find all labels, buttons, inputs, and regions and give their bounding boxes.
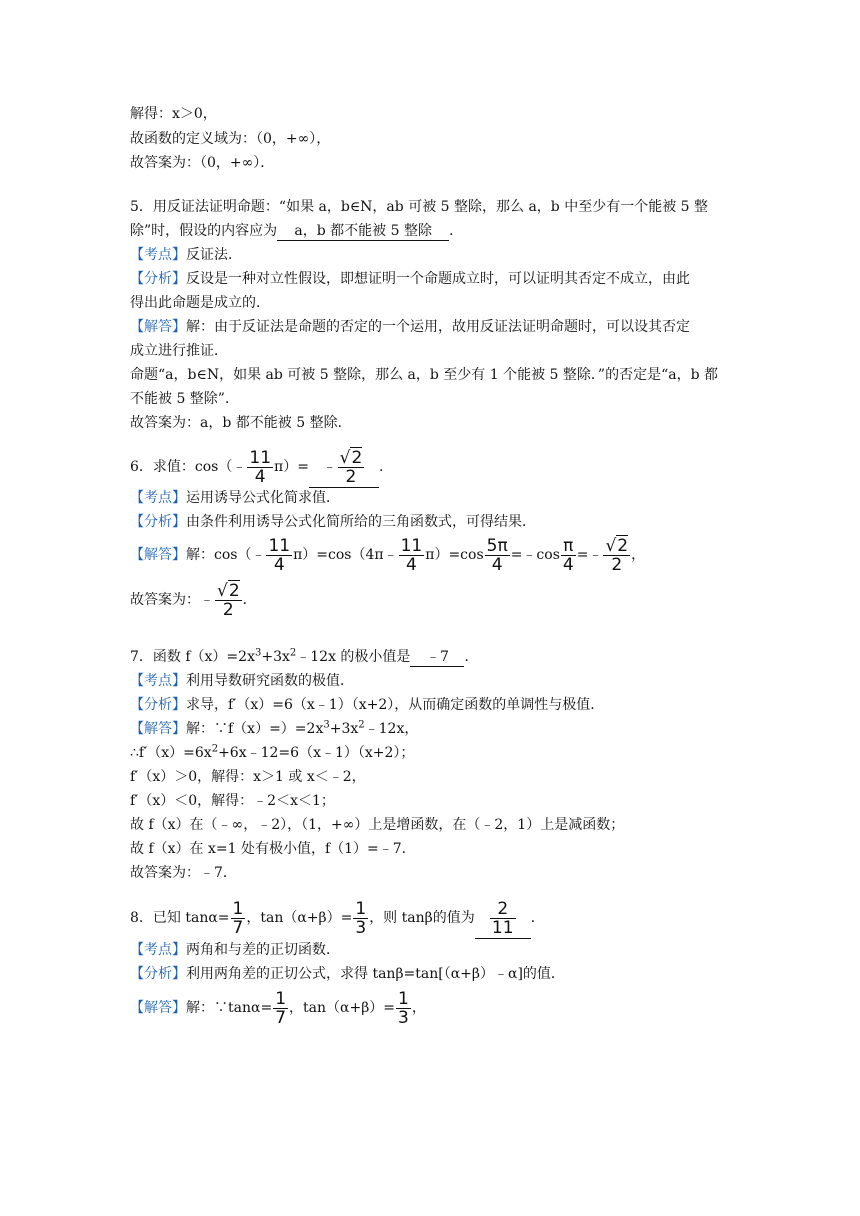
jieda-label: 【解答】	[130, 721, 186, 737]
jieda-label: 【解答】	[130, 319, 186, 335]
q8-fenxi	[130, 962, 565, 986]
final-text: 故答案为：﹣	[130, 592, 214, 608]
jieda-text: 解：由于反证法是命题的否定的一个运用，故用反证法证明命题时，可以设其否定	[186, 319, 690, 335]
numerator: 1	[398, 988, 409, 1009]
fraction	[353, 900, 368, 937]
fraction	[231, 900, 246, 937]
q5-fenxi-line2: 得出此命题是成立的．	[130, 295, 270, 311]
denominator: 3	[398, 1007, 409, 1028]
kaodian-text: 运用诱导公式化简求值．	[186, 490, 340, 506]
q6-final	[130, 580, 257, 620]
q8-answer-blank	[475, 898, 531, 939]
kaodian-text: 反证法．	[186, 247, 242, 263]
exponent: 2	[289, 647, 297, 659]
q7-stem-text: 7．函数 f（x）=2x	[130, 649, 255, 665]
radicand: 2	[617, 535, 629, 556]
text-line: 故函数的定义域为：（0，+∞），	[130, 131, 331, 147]
numerator: 5π	[486, 535, 508, 556]
jieda-text: 解：∵f（x）=）=2x	[186, 721, 324, 737]
radicand: 2	[228, 580, 240, 601]
numerator: π	[563, 535, 574, 556]
fraction	[215, 582, 242, 619]
jieda-text: ﹣12x，	[364, 721, 419, 737]
q6-kaodian	[130, 486, 340, 510]
exponent: 2	[211, 743, 219, 755]
fenxi-text: 利用两角差的正切公式，求得 tanβ=tan[（α+β）﹣α]的值．	[186, 966, 565, 982]
numerator: √2	[605, 535, 629, 556]
q6-fenxi	[130, 510, 536, 534]
kaodian-text: 两角和与差的正切函数．	[186, 942, 340, 958]
numerator: 1	[275, 988, 287, 1009]
denominator: 3	[355, 917, 367, 938]
q5-answer-blank: a，b 都不能被 5 整除	[277, 222, 449, 241]
denominator: 11	[491, 917, 514, 938]
fenxi-label: 【分析】	[130, 271, 186, 287]
q5-stem-text: 除”时，假设的内容应为	[130, 223, 278, 239]
numerator: √2	[217, 580, 240, 601]
fraction	[396, 990, 411, 1027]
jieda-label: 【解答】	[130, 547, 186, 563]
q7-fenxi	[130, 693, 604, 717]
fenxi-text: 反设是一种对立性假设，即想证明一个命题成立时，可以证明其否定不成立，由此	[186, 271, 690, 287]
radicand: 2	[351, 447, 363, 468]
q7-stem	[130, 645, 478, 669]
jieda-text: +6x﹣12=6（x﹣1）（x+2）；	[218, 745, 415, 761]
q5-stem-end: ．	[449, 223, 464, 239]
jieda-text: 解：cos（﹣	[186, 547, 266, 563]
q5-stem-line1: 5．用反证法证明命题：“如果 a，b∈N，ab 可被 5 整除，那么 a，b 中至少有一个能被 5 整	[130, 199, 709, 215]
denominator: 4	[247, 467, 273, 486]
jieda-text: π）=cos	[425, 547, 484, 563]
q7-answer-blank: ﹣7	[410, 648, 464, 667]
jieda-text: 解：∵tanα=	[186, 1000, 273, 1016]
jieda-text: π）=cos（4π﹣	[293, 547, 398, 563]
fraction	[561, 537, 576, 574]
fraction	[485, 537, 510, 574]
q8-stem	[130, 898, 545, 939]
kaodian-text: 利用导数研究函数的极值．	[186, 673, 354, 689]
q7-jieda-line4: f′（x）＜0，解得：﹣2＜x＜1；	[130, 793, 335, 809]
numerator: 11	[249, 447, 272, 468]
q7-jieda-line3: f′（x）＞0，解得：x＞1 或 x＜﹣2，	[130, 769, 366, 785]
q6-stem	[130, 447, 393, 488]
jieda-text: ，	[411, 1000, 426, 1016]
q5-kaodian	[130, 243, 242, 267]
jieda-text: ∴f′（x）=6x	[130, 745, 212, 761]
jieda-text: +3x	[329, 721, 359, 737]
q7-stem-text: ﹣12x 的极小值是	[296, 649, 411, 665]
q6-stem-text: 6．求值：cos（﹣	[130, 459, 247, 475]
q5-fenxi	[130, 267, 690, 291]
denominator: 7	[232, 917, 244, 938]
exponent: 3	[254, 647, 262, 659]
q6-answer-fraction	[338, 449, 365, 486]
minus-sign: ﹣	[322, 459, 337, 475]
q5-jieda-line2: 成立进行推证．	[130, 343, 228, 359]
fraction	[273, 990, 288, 1027]
q6-fraction	[247, 449, 273, 486]
kaodian-label: 【考点】	[130, 673, 186, 689]
fraction	[603, 537, 630, 574]
fenxi-text: 求导，f′（x）=6（x﹣1）（x+2），从而确定函数的单调性与极值．	[186, 697, 605, 713]
exponent: 3	[323, 719, 330, 731]
q8-stem-text: ，则 tanβ的值为	[369, 910, 475, 926]
q6-stem-end: ．	[378, 459, 393, 475]
q8-stem-end: ．	[530, 910, 545, 926]
denominator: 7	[275, 1007, 287, 1028]
q5-stem-line2	[130, 219, 463, 243]
q8-kaodian	[130, 938, 340, 962]
denominator: 4	[399, 555, 425, 574]
q6-jieda	[130, 535, 645, 575]
jieda-text: ，tan（α+β）=	[289, 1000, 396, 1016]
kaodian-label: 【考点】	[130, 942, 186, 958]
kaodian-label: 【考点】	[130, 490, 186, 506]
exponent: 2	[358, 719, 365, 731]
q5-jieda-line3: 命题“a，b∈N，如果 ab 可被 5 整除，那么 a，b 至少有 1 个能被 5 整除．”的否定是“a，b 都	[130, 367, 718, 383]
q8-stem-text: 8．已知 tanα=	[130, 910, 230, 926]
denominator: 2	[603, 555, 630, 574]
fraction	[399, 537, 425, 574]
fenxi-label: 【分析】	[130, 514, 186, 530]
jieda-text: ，	[631, 547, 646, 563]
numerator: 11	[268, 535, 291, 556]
numerator: 1	[232, 898, 244, 919]
q7-jieda-line5: 故 f（x）在（﹣∞，﹣2），（1，+∞）上是增函数，在（﹣2，1）上是减函数；	[130, 817, 625, 833]
q7-final: 故答案为：﹣7．	[130, 865, 237, 881]
numerator: √2	[339, 447, 363, 468]
q7-jieda-line2	[130, 741, 414, 765]
q8-jieda	[130, 988, 426, 1028]
denominator: 4	[485, 555, 510, 574]
q7-jieda	[130, 717, 418, 741]
denominator: 4	[266, 555, 292, 574]
q6-answer-blank	[309, 447, 379, 488]
fenxi-text: 由条件利用诱导公式化简所给的三角函数式，可得结果．	[186, 514, 536, 530]
denominator: 2	[215, 600, 242, 619]
denominator: 2	[338, 467, 365, 486]
q7-stem-text: +3x	[261, 649, 290, 665]
q7-stem-end: ．	[464, 649, 479, 665]
fenxi-label: 【分析】	[130, 966, 186, 982]
jieda-text: =﹣	[576, 547, 603, 563]
numerator: 1	[355, 898, 367, 919]
denominator: 4	[562, 554, 574, 575]
q5-final: 故答案为：a，b 都不能被 5 整除．	[130, 415, 352, 431]
final-text: ．	[242, 592, 257, 608]
q5-jieda	[130, 315, 690, 339]
fenxi-label: 【分析】	[130, 697, 186, 713]
q8-stem-text: ，tan（α+β）=	[246, 910, 353, 926]
q5-jieda-line4: 不能被 5 整除”．	[130, 391, 239, 407]
text-line: 故答案为：（0，+∞）．	[130, 155, 275, 171]
numerator: 11	[400, 535, 423, 556]
numerator: 2	[497, 898, 509, 919]
answer-fraction	[490, 900, 516, 937]
jieda-label: 【解答】	[130, 1000, 186, 1016]
q7-kaodian	[130, 669, 354, 693]
kaodian-label: 【考点】	[130, 247, 186, 263]
jieda-text: =﹣cos	[510, 547, 560, 563]
q6-stem-text: π）=	[274, 459, 309, 475]
text-line: 解得：x＞0，	[130, 106, 217, 122]
fraction	[266, 537, 292, 574]
q7-jieda-line6: 故 f（x）在 x=1 处有极小值，f（1）=﹣7．	[130, 841, 416, 857]
